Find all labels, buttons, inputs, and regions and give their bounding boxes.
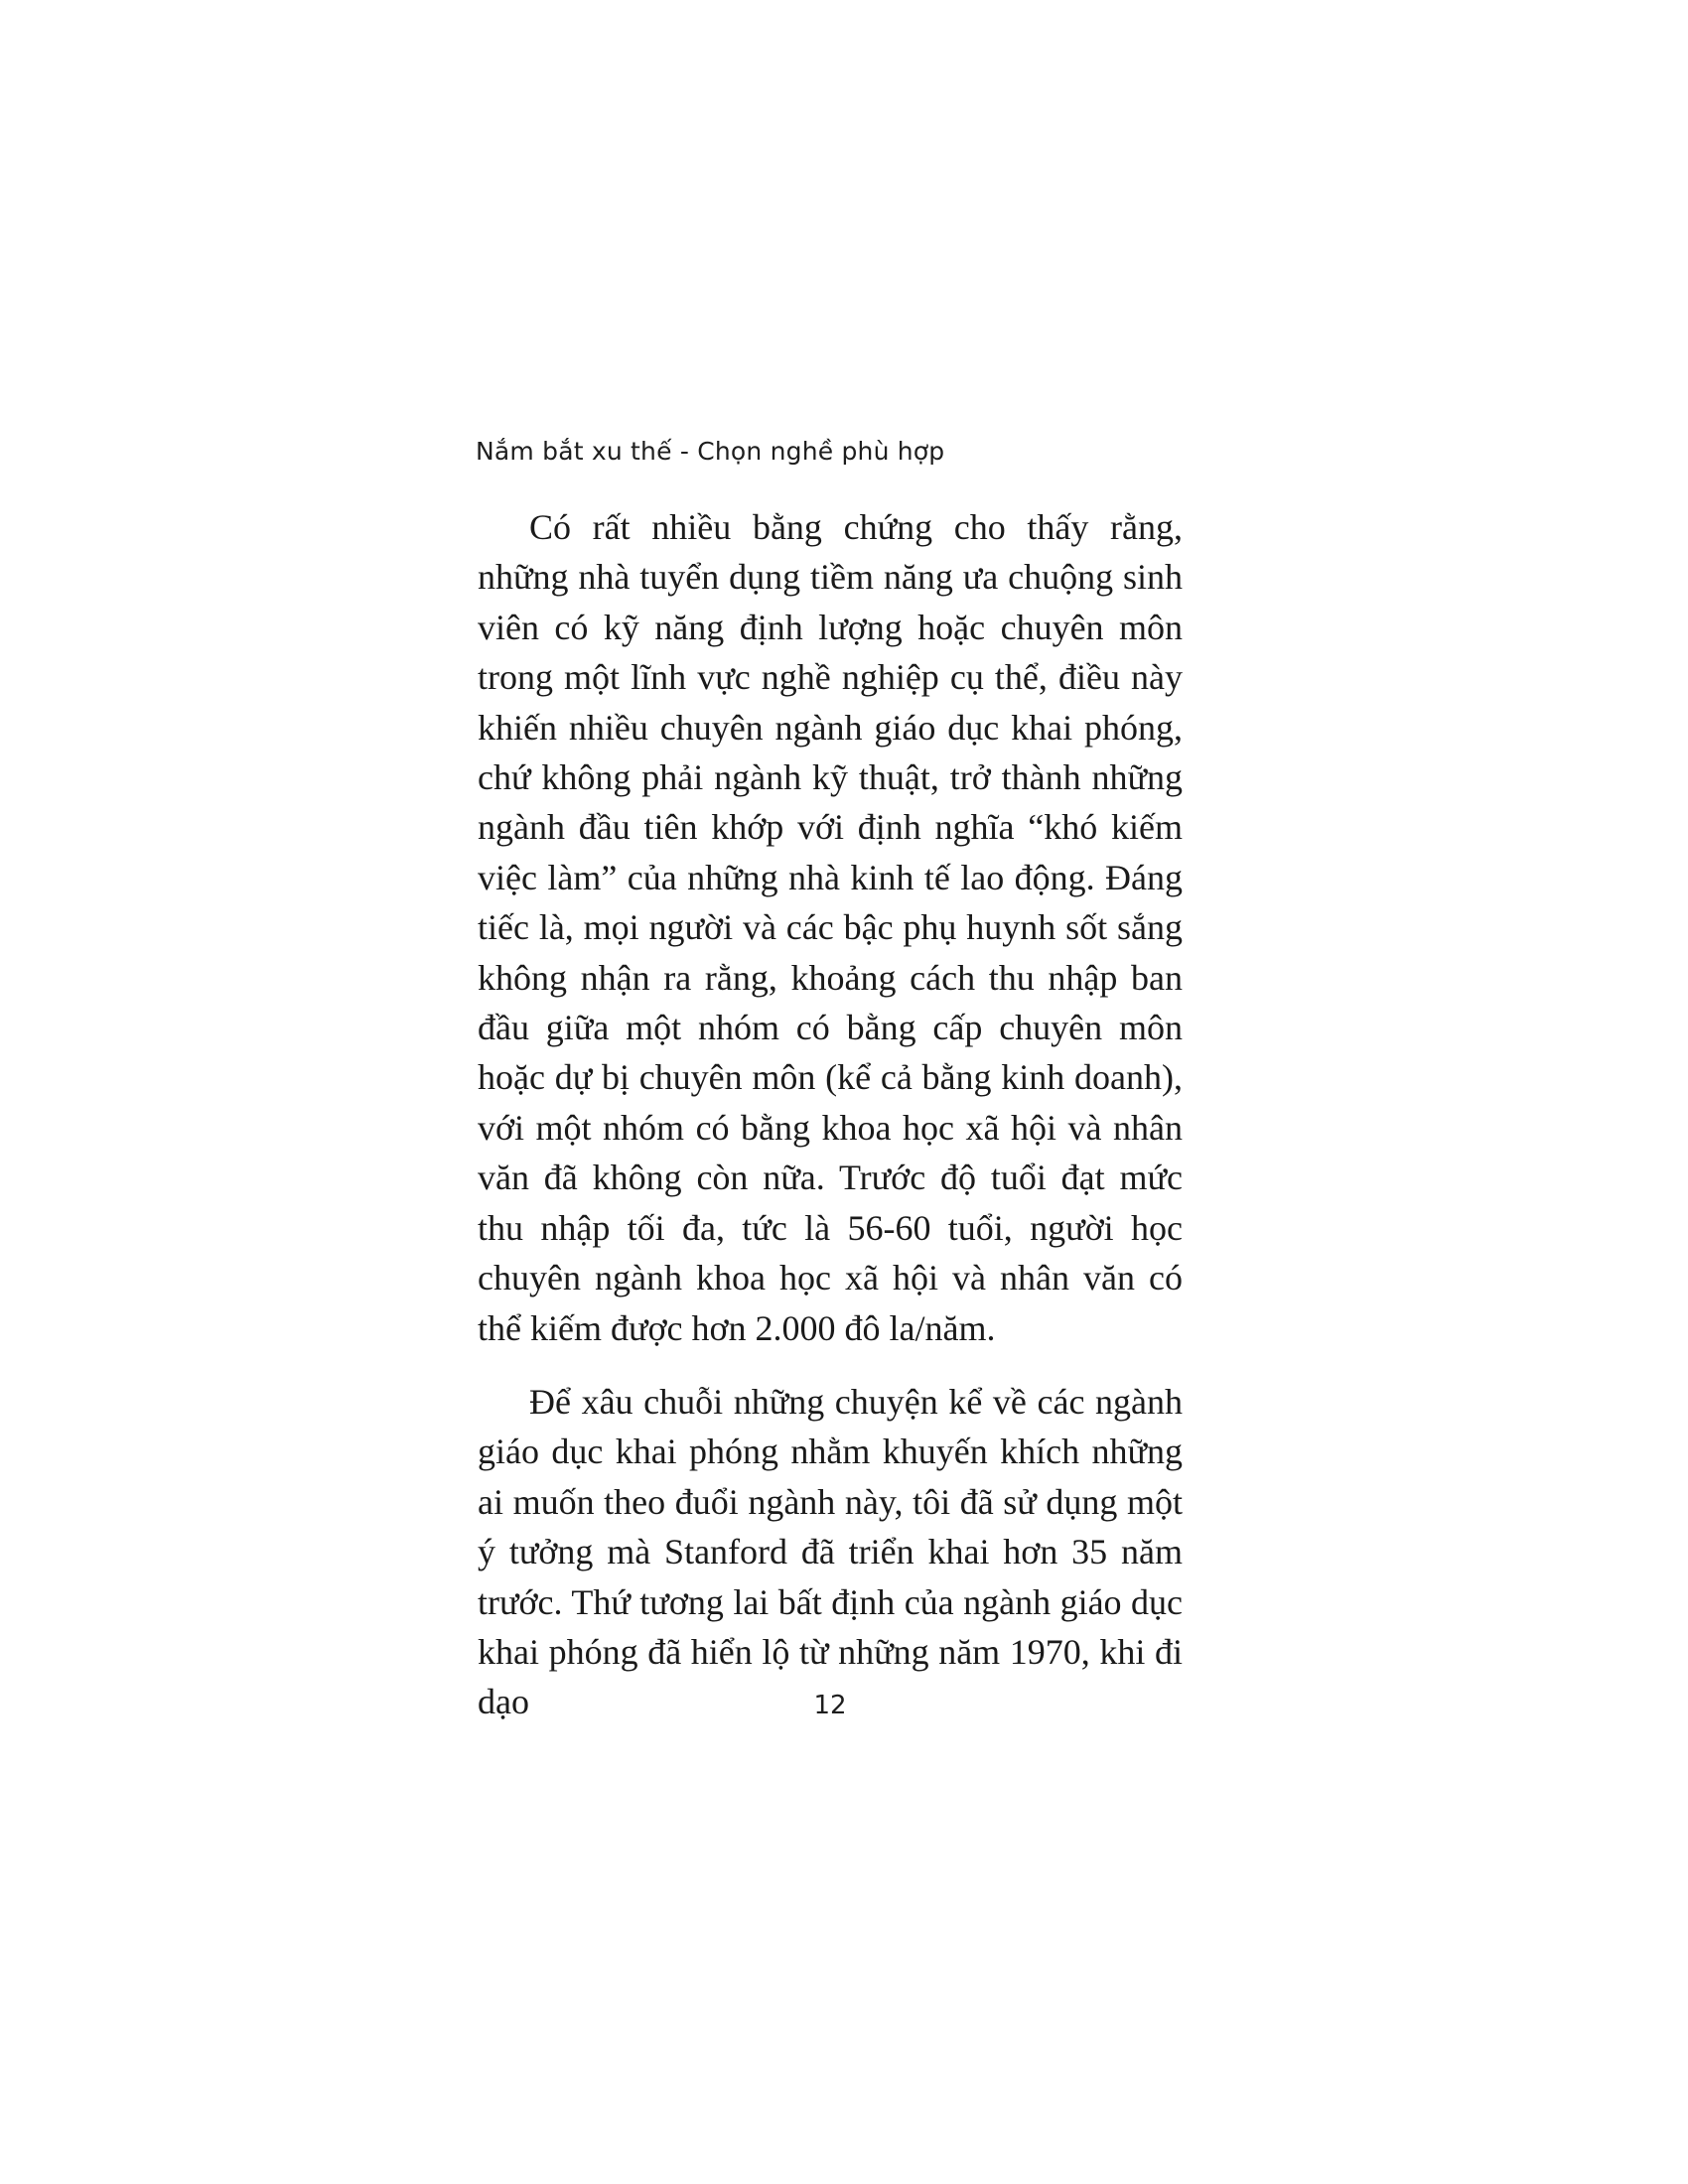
paragraph: Để xâu chuỗi những chuyện kể về các ngành giáo dục khai phóng nhằm khuyến khích những ai muốn theo đuổi ngành này, tôi đã sử dụng một ý tưởng mà Stanford đã triển khai hơn 35 năm trước. Thứ tương lai bất định của ngành giáo dục khai phóng đã hiển lộ từ những năm 1970, khi đi dạo [478,1381,1183,1722]
paragraph: Có rất nhiều bằng chứng cho thấy rằng, những nhà tuyển dụng tiềm năng ưa chuộng sinh viên có kỹ năng định lượng hoặc chuyên môn trong một lĩnh vực nghề nghiệp cụ thể, điều này khiến nhiều chuyên ngành giáo dục khai phóng, chứ không phải ngành kỹ thuật, trở thành những ngành đầu tiên khớp với định nghĩa “khó kiếm việc làm” của những nhà kinh tế lao động. Đáng tiếc là, mọi người và các bậc phụ huynh sốt sắng không nhận ra rằng, khoảng cách thu nhập ban đầu giữa một nhóm có bằng cấp chuyên môn hoặc dự bị chuyên môn (kể cả bằng kinh doanh), với một nhóm có bằng khoa học xã hội và nhân văn đã không còn nữa. Trước độ tuổi đạt mức thu nhập tối đa, tức là 56-60 tuổi, người học chuyên ngành khoa học xã hội và nhân văn có thể kiếm được hơn 2.000 đô la/năm. [478,507,1183,1348]
body-text [478,502,1183,1727]
page-number: 12 [813,1691,847,1720]
running-header: Nắm bắt xu thế - Chọn nghề phù hợp [476,437,945,466]
